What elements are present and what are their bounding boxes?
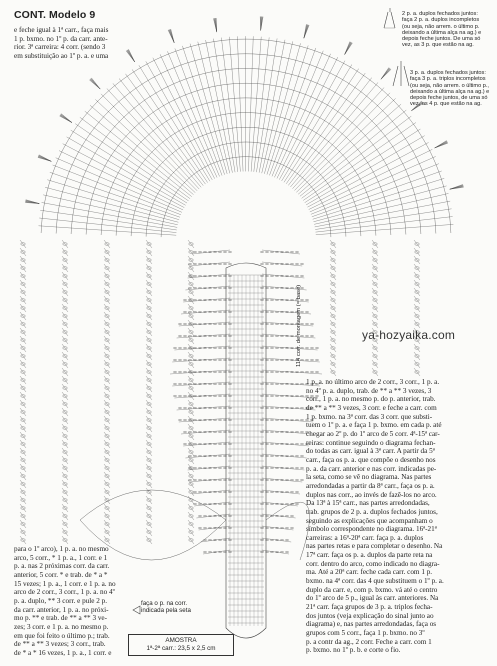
instruction-line: de ** a ** 3 vezes, 3 corr. e feche a carr. com [306, 403, 437, 412]
legend-line: depois feche juntos, de uma só [410, 95, 488, 102]
instruction-line: carreiras: a 16ª-20ª carr. faça p. a. duplos [306, 533, 424, 542]
instruction-line: 21ª carr. faça grupos de 3 p. a. triplos fecha- [306, 603, 433, 612]
intro-line: em substituição ao 1º p. a. e uma [14, 51, 109, 60]
instruction-line: p. a. da carr. anterior e nas corr. indicadas pe- [306, 464, 437, 473]
instruction-line: duplos nas corr., ao invés de fazê-los no arco. [306, 490, 437, 499]
legend-line: (ou seja, não arrem. o último p., [410, 82, 489, 89]
base-chain-label: 114 corr. de montagem (= base) [296, 284, 302, 367]
start-arrow-note [141, 600, 191, 614]
instruction-line: diagrama) e, nas partes arredondadas, faça os [306, 620, 437, 629]
note-line: faça o p. na corr. [141, 600, 188, 607]
intro-text [14, 26, 144, 61]
instruction-line: p. bxmo. no 1º p. b. e corte o fio. [306, 646, 401, 655]
instruction-line: trab. grupos de 2 p. a. duplos fechados juntos, [306, 507, 438, 516]
instruction-line: corr. dentro do arco, como indicado no diagra- [306, 559, 440, 568]
instruction-line: ma. Até a 20ª carr. feche cada carr. com 1 p. [306, 568, 433, 577]
instruction-line: p. a contr da ag., 2 corr. Feche a carr. com 1 [306, 637, 432, 646]
instruction-line: de * a * 16 vezes, 1 p. a., 1 corr. e [14, 648, 112, 657]
instruction-line: 1 p. bxmo. na 3ª corr. das 3 corr. que substi- [306, 412, 433, 421]
legend-line: vez, as 3 p. que estão na ag. [402, 42, 474, 49]
legend-line: depois feche juntos. De uma só [402, 36, 481, 43]
sample-gauge-box [128, 634, 234, 656]
instruction-line: arredondadas a partir da 8ª carr., faça os p. a. [306, 481, 435, 490]
instruction-line: zes; 3 corr. e 1 p. a. no mesmo p. [14, 622, 109, 631]
note-line: indicada pela seta [141, 607, 191, 614]
intro-line: 1 p. bxmo. no 1º p. da carr. ante- [14, 34, 108, 43]
intro-line: e feche igual à 1ª carr., faça mais [14, 26, 109, 34]
instruction-line: grupos com 5 corr., faça 1 p. bxmo. no 3º [306, 629, 425, 638]
instruction-line: arco, 5 corr., * 1 p. a., 1 corr. e 1 [14, 553, 108, 562]
instruction-line: p. a. nas 2 próximas corr. da carr. [14, 562, 110, 571]
watermark: ya-hozyaika.com [362, 328, 456, 342]
instruction-line: 1 p. a. no último arco de 2 corr., 3 corr., 1 p. a. [306, 378, 440, 386]
instruction-line: arco de 2 corr., 3 corr., 1 p. a. no 4º [14, 588, 115, 597]
instruction-line: la seta, como se vê no diagrama. Nas partes [306, 473, 432, 482]
legend-line: 3 p. a. duplos fechados juntos: [410, 70, 486, 76]
instruction-line: corr., 1 p. a. no mesmo p. do p. anterior, trab. [306, 395, 436, 404]
instruction-line: mo p. ** e trab. de ** a ** 3 ve- [14, 614, 108, 623]
legend-three-triple-crochet-cluster [410, 70, 489, 108]
legend-line: deixando a última alça na ag.) e [410, 88, 490, 95]
instruction-line: reiras: continue seguindo o diagrama fechan- [306, 438, 436, 447]
instruction-line: dos juntos (veja explicação do sinal junto ao [306, 611, 434, 620]
legend-line: faça 3 p. a. triplos incompletos [410, 76, 486, 83]
instruction-line: da carr. anterior, 1 p. a. no próxi- [14, 605, 109, 614]
instructions-text [306, 378, 490, 655]
instruction-line: no 4º p. a. duplo, trab. de ** a ** 3 vezes, 3 [306, 386, 432, 395]
sample-size: 1ª-2ª carr.: 23,5 x 2,5 cm [146, 645, 216, 652]
instruction-line: para o 1º arco), 1 p. a. no mesmo [14, 545, 109, 553]
instruction-line: bxmo. na 4ª corr. das 4 que substituem o 1º p. a. [306, 577, 444, 586]
legend-line: deixando a última alça na ag.) e [402, 29, 482, 36]
instruction-line: 17ª carr. faça os p. a. duplos da parte reta na [306, 551, 433, 560]
instruction-line: duplo da carr. e, com p. bxmo. vá até o centro [306, 585, 438, 594]
sample-label: AMOSTRA [165, 637, 197, 644]
instruction-line: seguindo as explicações que acompanham o [306, 516, 433, 525]
legend-line: (ou seja, não arrem. o último p. [402, 23, 480, 30]
instruction-line: anterior, 5 corr. * e trab. de * a * [14, 570, 108, 579]
instruction-line: de ** a ** 3 vezes; 3 corr., trab. [14, 640, 106, 649]
instruction-line: carr., faça os p. a. que compõe o desenho nos [306, 455, 436, 464]
instruction-line: nas partes retas e para completar o desenho. Na [306, 542, 443, 551]
instruction-line: Da 13ª à 15ª carr., nas partes arredondadas, [306, 499, 430, 508]
legend-line: vez, as 4 p. que estão na ag. [410, 101, 482, 108]
instruction-line: tuem o 1º p. a. e faça 1 p. bxmo. em cada p. até [306, 421, 442, 430]
legend-line: 2 p. a. duplos fechados juntos: [402, 11, 478, 17]
instruction-line: do todas as carr. igual à 3ª carr. A partir da 5ª [306, 447, 435, 456]
page-title: CONT. Modelo 9 [14, 9, 96, 21]
instruction-line: chegar ao 2º p. do 1º arco de 5 corr. 4ª-15ª car- [306, 429, 440, 438]
legend-two-double-crochet-cluster [402, 11, 481, 49]
instruction-line: 15 vezes; 1 p. a., 1 corr. e 1 p. a. no [14, 579, 116, 588]
instruction-line: em que foi feito o último p.; trab. [14, 631, 110, 640]
intro-line: rior. 3ª carreira: 4 corr. (sendo 3 [14, 43, 106, 52]
legend-line: faça 2 p. a. duplos incompletos [402, 17, 480, 24]
instruction-line: do 1º arco de 5 p., igual às carr. anteriores. Na [306, 594, 439, 603]
instruction-line: p. a. duplo, ** 3 corr. e pule 2 p. [14, 596, 108, 605]
instruction-line: símbolo correspondente no diagrama. 16ª-21ª [306, 525, 437, 534]
continued-instructions-text [14, 545, 129, 658]
